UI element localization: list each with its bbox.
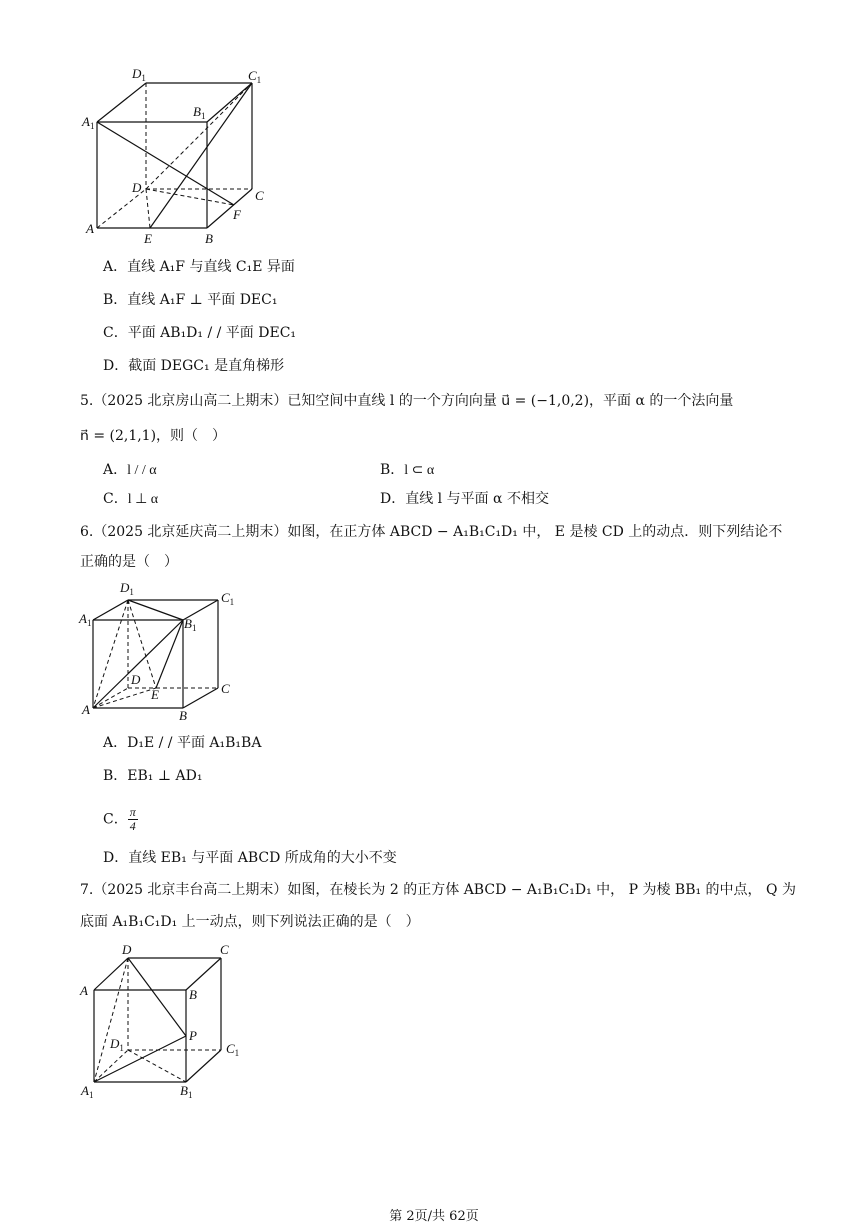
page-footer: 第 2页/共 62页: [389, 1209, 479, 1224]
label-C1: $C_1$: [248, 68, 262, 85]
label-B: B: [189, 987, 197, 1002]
label-F: F: [233, 207, 241, 222]
q5-stem-line2: n⃗ = (2,1,1)，则（ ）: [80, 428, 227, 444]
q5-stem-line1: 5.（2025 北京房山高二上期末）已知空间中直线 l 的一个方向向量 u⃗ = (−1,0,2)，平面 α 的一个法向量: [80, 393, 734, 409]
q7-stem-line2: 底面 A₁B₁C₁D₁ 上一动点，则下列说法正确的是（ ）: [80, 914, 420, 930]
fraction-pi-over-4: $\frac{\pi}{4}$: [129, 805, 136, 833]
label-D: D: [131, 672, 141, 687]
label-C1: $C_1$: [221, 590, 235, 607]
q6-option-d: D．直线 EB₁ 与平面 ABCD 所成角的大小不变: [103, 850, 397, 866]
q4-option-a: A．直线 A₁F 与直线 C₁E 异面: [103, 259, 295, 275]
q6-option-a: A．D₁E / / 平面 A₁B₁BA: [103, 735, 262, 751]
figure-cube-2: [78, 578, 248, 723]
q5-option-c: C．l ⊥ α: [103, 491, 159, 507]
q5-option-b: B．l ⊂ α: [380, 462, 435, 478]
label-A: A: [82, 702, 90, 717]
label-D1: $D_1$: [120, 580, 134, 597]
q5-option-d: D．直线 l 与平面 α 不相交: [380, 491, 549, 507]
label-E: E: [144, 231, 152, 246]
label-A: A: [80, 983, 88, 998]
q6-stem-line1: 6.（2025 北京延庆高二上期末）如图，在正方体 ABCD − A₁B₁C₁D₁ 中， E 是棱 CD 上的动点．则下列结论不: [80, 524, 783, 540]
q6-stem-line2: 正确的是（ ）: [80, 554, 178, 570]
q4-option-d: D．截面 DEGC₁ 是直角梯形: [103, 358, 285, 374]
label-A1: $A_1$: [81, 1083, 94, 1100]
label-B: B: [179, 708, 187, 723]
q4-option-b: B．直线 A₁F ⊥ 平面 DEC₁: [103, 292, 278, 308]
label-D1: $D_1$: [132, 66, 146, 83]
q7-stem-line1: 7.（2025 北京丰台高二上期末）如图，在棱长为 2 的正方体 ABCD − A₁B₁C₁D₁ 中， P 为棱 BB₁ 的中点， Q 为: [80, 882, 796, 898]
label-D: D: [122, 942, 132, 957]
label-B1: $B_1$: [184, 616, 197, 633]
label-C1: $C_1$: [226, 1041, 240, 1058]
label-P: P: [189, 1028, 197, 1043]
q4-option-c: C．平面 AB₁D₁ / / 平面 DEC₁: [103, 325, 297, 341]
q6-option-c: C． $\frac{\pi}{4}$: [103, 805, 136, 833]
label-E: E: [151, 687, 159, 702]
label-C: C: [220, 942, 229, 957]
label-A1: $A_1$: [82, 114, 95, 131]
label-D: D: [132, 180, 142, 195]
figure-cube-1: [80, 66, 280, 251]
label-C: C: [221, 681, 230, 696]
label-C: C: [255, 188, 264, 203]
q6-option-b: B．EB₁ ⊥ AD₁: [103, 768, 203, 784]
figure-cube-3: [78, 940, 258, 1100]
label-B1: $B_1$: [180, 1083, 193, 1100]
label-B1: $B_1$: [193, 104, 206, 121]
label-B: B: [205, 231, 213, 246]
label-D1: $D_1$: [110, 1036, 124, 1053]
label-A1: $A_1$: [79, 611, 92, 628]
label-A: A: [86, 221, 94, 236]
q5-option-a: A．l / / α: [103, 462, 157, 478]
